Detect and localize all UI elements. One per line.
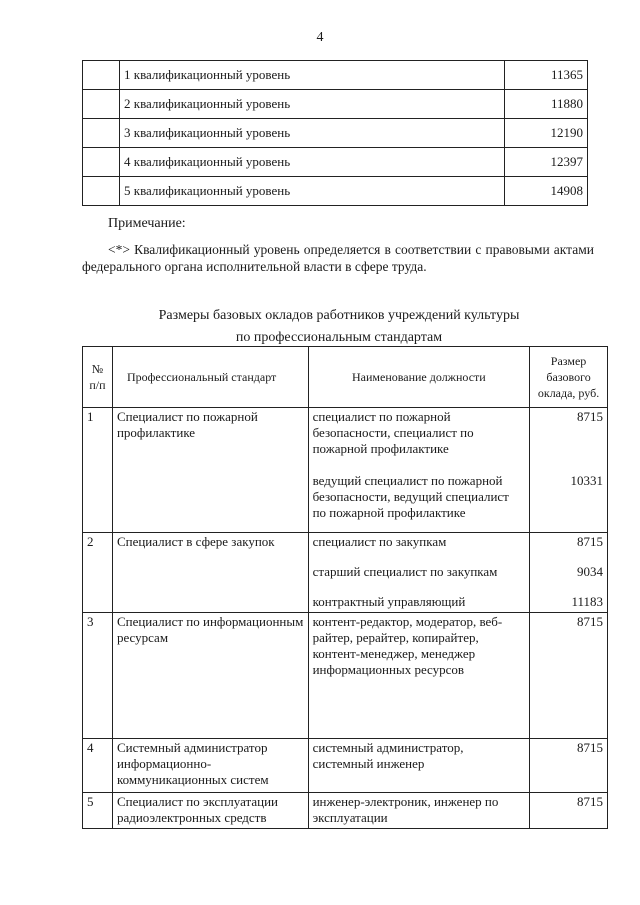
- row-salaries: [530, 408, 608, 533]
- row-num: 1: [83, 408, 113, 533]
- level-value: 11365: [505, 61, 588, 90]
- row-num: 5: [83, 793, 113, 829]
- salary-value: 8715: [577, 409, 603, 424]
- level-label: 5 квалификационный уровень: [120, 177, 505, 206]
- position-entry: контрактный управляющий: [312, 594, 466, 609]
- col-header-position: Наименование должности: [308, 347, 530, 408]
- table-title-line1: Размеры базовых окладов работников учреждений культуры: [158, 308, 520, 323]
- page-number: 4: [316, 30, 324, 45]
- level-label: 2 квалификационный уровень: [120, 90, 505, 119]
- row-positions: [308, 408, 530, 533]
- row-standard: Специалист по эксплуатации радиоэлектронных средств: [112, 793, 308, 829]
- position-entry: ведущий специалист по пожарной безопасности, ведущий специалист по пожарной профилактике: [312, 473, 509, 520]
- table-title-line2: по профессиональным стандартам: [235, 330, 443, 345]
- row-positions: контент-редактор, модератор, веб-райтер, рерайтер, копирайтер, контент-менеджер, менеджер информационных ресурсов: [308, 613, 530, 739]
- position-entry: старший специалист по закупкам: [312, 564, 498, 579]
- row-salary: 8715: [530, 793, 608, 829]
- row-positions: [308, 533, 530, 613]
- row-salary: 8715: [530, 613, 608, 739]
- row-standard: Специалист по информационным ресурсам: [112, 613, 308, 739]
- note-text: <*> Квалификационный уровень определяется в соответствии с правовыми актами федерального органа исполнительной власти в сфере труда.: [82, 242, 594, 274]
- row-positions: системный администратор, системный инженер: [308, 739, 530, 793]
- table-row: [83, 408, 608, 533]
- row-standard: Системный администратор информационно-коммуникационных систем: [112, 739, 308, 793]
- table-row: [83, 177, 588, 206]
- table-row: [83, 533, 608, 613]
- row-num: 3: [83, 613, 113, 739]
- table-row: [83, 148, 588, 177]
- row-salary: 8715: [530, 739, 608, 793]
- col-header-standard: Профессиональный стандарт: [112, 347, 308, 408]
- level-label: 3 квалификационный уровень: [120, 119, 505, 148]
- level-value: 12190: [505, 119, 588, 148]
- salary-value: 10331: [570, 473, 603, 488]
- position-entry: специалист по пожарной безопасности, специалист по пожарной профилактике: [312, 409, 474, 456]
- level-value: 11880: [505, 90, 588, 119]
- col-header-salary: Размер базового оклада, руб.: [530, 347, 608, 408]
- row-standard: Специалист в сфере закупок: [112, 533, 308, 613]
- table-row: [83, 119, 588, 148]
- table-row: [83, 90, 588, 119]
- row-num: 4: [83, 739, 113, 793]
- level-value: 14908: [505, 177, 588, 206]
- row-num: 2: [83, 533, 113, 613]
- table-row: [83, 793, 608, 829]
- col-header-num: № п/п: [83, 347, 113, 408]
- level-value: 12397: [505, 148, 588, 177]
- table-row: [83, 739, 608, 793]
- level-label: 1 квалификационный уровень: [120, 61, 505, 90]
- qualification-levels-table: [82, 60, 588, 206]
- table-row: [83, 61, 588, 90]
- header-row: [83, 347, 608, 408]
- table-title: [0, 305, 640, 349]
- position-entry: специалист по закупкам: [312, 534, 447, 549]
- salary-value: 8715: [577, 534, 603, 549]
- salary-value: 11183: [571, 594, 603, 609]
- salary-value: 9034: [577, 564, 603, 579]
- level-label: 4 квалификационный уровень: [120, 148, 505, 177]
- table-row: [83, 613, 608, 739]
- salaries-table: [82, 346, 608, 829]
- row-positions: инженер-электроник, инженер по эксплуатации: [308, 793, 530, 829]
- note-title: Примечание:: [108, 216, 186, 231]
- row-standard: Специалист по пожарной профилактике: [112, 408, 308, 533]
- row-salaries: [530, 533, 608, 613]
